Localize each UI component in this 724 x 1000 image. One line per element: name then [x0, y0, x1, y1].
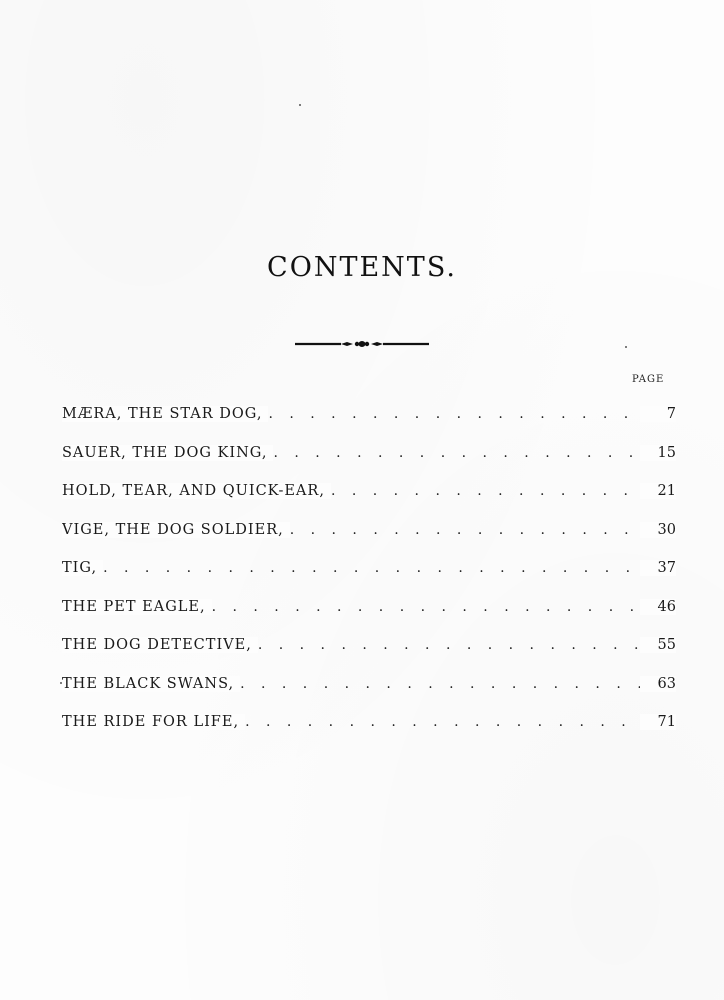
- toc-entry: [62, 395, 676, 434]
- toc-entry-page: 63: [640, 676, 676, 692]
- toc-entry-page: 71: [640, 714, 676, 730]
- dot-leader: [331, 481, 640, 501]
- toc-entry-title: SAUER, THE DOG KING,: [62, 445, 273, 461]
- toc-entry-page: 30: [640, 522, 676, 538]
- toc-entry: [62, 588, 676, 627]
- dot-leader: [273, 443, 640, 463]
- toc-entry-title: VIGE, THE DOG SOLDIER,: [62, 522, 290, 538]
- toc-entry-page: 37: [640, 560, 676, 576]
- contents-heading: CONTENTS.: [267, 252, 457, 283]
- dot-leader: [212, 597, 640, 617]
- toc-entry: [62, 511, 676, 550]
- toc-entry-title: THE PET EAGLE,: [62, 599, 212, 615]
- paper-speck: [299, 104, 301, 106]
- toc-entry: [62, 703, 676, 742]
- toc-entry: [62, 665, 676, 704]
- page-column-label: PAGE: [632, 374, 665, 385]
- toc-entry-title: THE BLACK SWANS,: [62, 676, 240, 692]
- toc-entry-page: 7: [640, 406, 676, 422]
- toc-entry-title: TIG,: [62, 560, 103, 576]
- dot-leader: [240, 674, 640, 694]
- dot-leader: [103, 558, 640, 578]
- dot-leader: [258, 635, 640, 655]
- toc-entry: [62, 472, 676, 511]
- toc-entry-page: 55: [640, 637, 676, 653]
- toc-entry-page: 15: [640, 445, 676, 461]
- paper-speck: [625, 346, 627, 348]
- ornament-divider: [295, 338, 429, 350]
- toc-entry: [62, 434, 676, 473]
- toc-entry-title: HOLD, TEAR, AND QUICK-EAR,: [62, 483, 331, 499]
- toc-entry-title: THE DOG DETECTIVE,: [62, 637, 258, 653]
- dot-leader: [245, 712, 640, 732]
- table-of-contents: [62, 395, 676, 742]
- dot-leader: [290, 520, 640, 540]
- toc-entry: [62, 549, 676, 588]
- toc-entry-page: 21: [640, 483, 676, 499]
- toc-entry: [62, 626, 676, 665]
- dot-leader: [268, 404, 640, 424]
- toc-entry-page: 46: [640, 599, 676, 615]
- toc-entry-title: MÆRA, THE STAR DOG,: [62, 406, 268, 422]
- toc-entry-title: THE RIDE FOR LIFE,: [62, 714, 245, 730]
